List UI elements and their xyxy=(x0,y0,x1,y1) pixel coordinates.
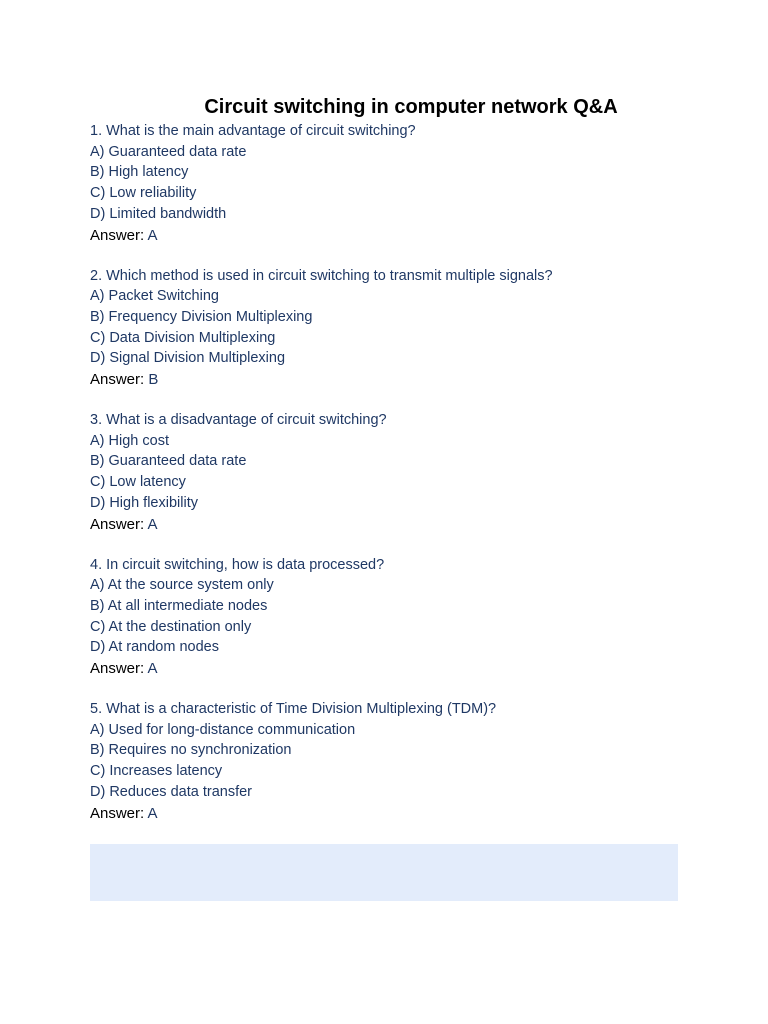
answer-line xyxy=(90,369,690,390)
option-b: B) Guaranteed data rate xyxy=(90,453,247,470)
option-a: A) High cost xyxy=(90,432,169,449)
option-a: A) Guaranteed data rate xyxy=(90,143,247,160)
question-block-3 xyxy=(90,410,690,535)
option-d: D) Limited bandwidth xyxy=(90,205,227,222)
question-text: 1. What is the main advantage of circuit switching? xyxy=(90,123,416,139)
answer-label: Answer: xyxy=(90,515,148,533)
answer-line xyxy=(90,803,690,824)
answer-label: Answer: xyxy=(90,804,148,822)
question-block-1 xyxy=(90,121,690,246)
question-text: 2. Which method is used in circuit switching to transmit multiple signals? xyxy=(90,267,553,284)
option-a: A) At the source system only xyxy=(90,577,274,594)
answer-value: A xyxy=(147,660,158,678)
question-text: 3. What is a disadvantage of circuit switching? xyxy=(90,412,387,429)
answer-line xyxy=(90,658,690,679)
answer-label: Answer: xyxy=(90,660,148,678)
answer-label: Answer: xyxy=(90,371,149,389)
answer-value: B xyxy=(148,371,159,389)
question-text: 4. In circuit switching, how is data processed? xyxy=(90,556,385,573)
option-b: B) At all intermediate nodes xyxy=(90,597,268,614)
option-b: B) Frequency Division Multiplexing xyxy=(90,308,313,325)
question-block-5 xyxy=(90,699,690,824)
question-block-4 xyxy=(90,555,690,680)
option-a: A) Used for long-distance communication xyxy=(90,721,356,738)
option-d: D) At random nodes xyxy=(90,639,219,656)
option-c: C) Low latency xyxy=(90,474,186,491)
answer-line xyxy=(90,514,690,535)
option-d: D) Reduces data transfer xyxy=(90,783,252,800)
option-c: C) At the destination only xyxy=(90,618,252,635)
qa-list xyxy=(90,121,690,824)
answer-value: A xyxy=(147,515,158,533)
answer-value: A xyxy=(147,226,158,244)
answer-line xyxy=(90,225,690,246)
answer-label: Answer: xyxy=(90,226,148,244)
question-text: 5. What is a characteristic of Time Division Multiplexing (TDM)? xyxy=(90,701,497,718)
option-c: C) Low reliability xyxy=(90,185,197,202)
option-c: C) Increases latency xyxy=(90,763,223,780)
option-c: C) Data Division Multiplexing xyxy=(90,329,276,346)
option-d: D) High flexibility xyxy=(90,494,198,511)
option-a: A) Packet Switching xyxy=(90,288,219,305)
option-b: B) High latency xyxy=(90,164,189,181)
option-b: B) Requires no synchronization xyxy=(90,742,292,759)
answer-value: A xyxy=(147,804,158,822)
footer-shaded-box xyxy=(90,844,678,901)
page-title: Circuit switching in computer network Q&A xyxy=(204,96,618,118)
question-block-2 xyxy=(90,266,690,391)
option-d: D) Signal Division Multiplexing xyxy=(90,350,286,367)
